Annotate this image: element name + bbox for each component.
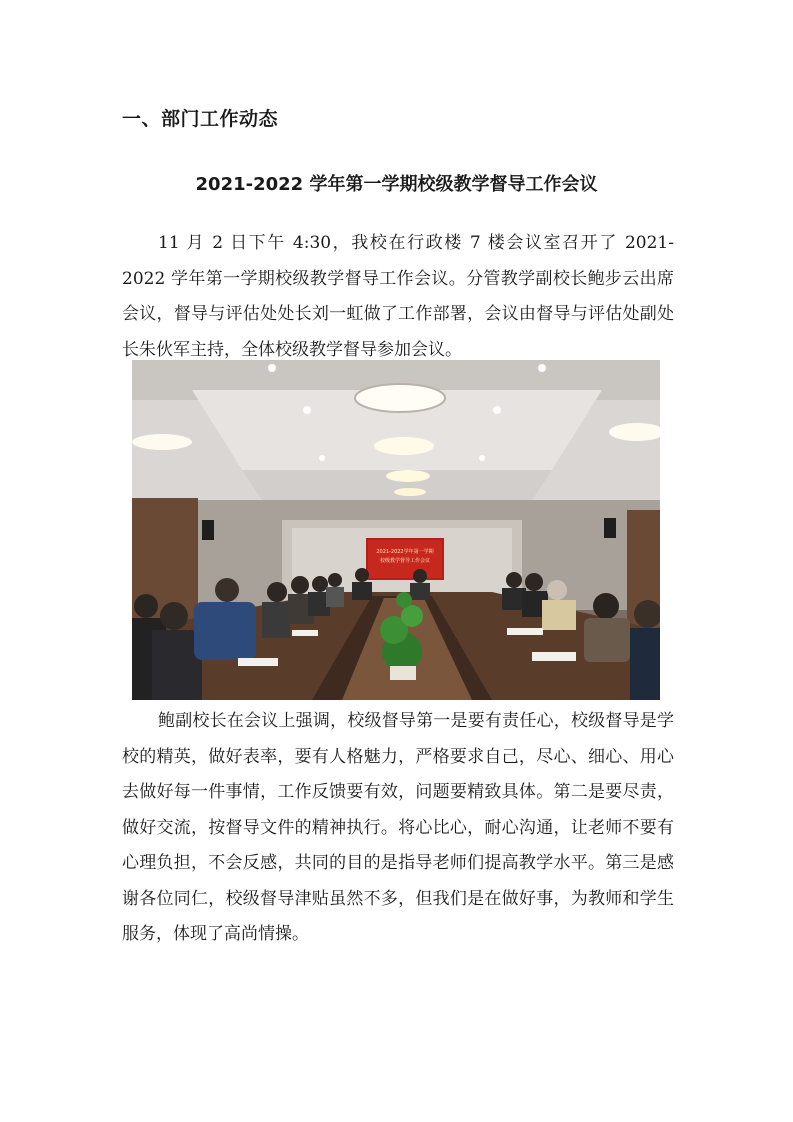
- meeting-photo: [132, 360, 660, 700]
- article-paragraph-1: 11 月 2 日下午 4:30，我校在行政楼 7 楼会议室召开了 2021-2022 学年第一学期校级教学督导工作会议。分管教学副校长鲍步云出席会议，督导与评估处处长刘一虹做了工作部署，会议由督导与评估处副处长朱伙军主持，全体校级教学督导参加会议。: [122, 233, 674, 360]
- article-paragraph-2: 鲍副校长在会议上强调，校级督导第一是要有责任心，校级督导是学校的精英，做好表率，要有人格魅力，严格要求自己，尽心、细心、用心去做好每一件事情，工作反馈要有效，问题要精致具体。第二是要尽责，做好交流，按督导文件的精神执行。将心比心，耐心沟通，让老师不要有心理负担，不会反感，共同的目的是指导老师们提高教学水平。第三是感谢各位同仁，校级督导津贴虽然不多，但我们是在做好事，为教师和学生服务，体现了高尚情操。: [122, 711, 674, 944]
- screen-text-1: 2021-2022学年第一学期: [376, 549, 434, 555]
- section-heading: 一、部门工作动态: [122, 108, 279, 130]
- screen-text-2: 校级教学督导工作会议: [379, 558, 431, 564]
- article-title: 2021-2022 学年第一学期校级教学督导工作会议: [195, 174, 598, 195]
